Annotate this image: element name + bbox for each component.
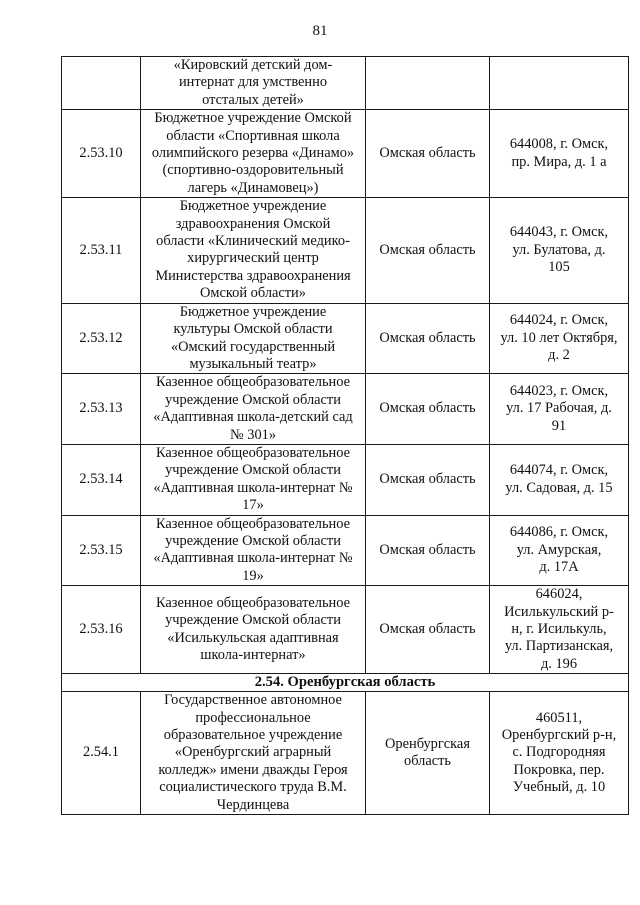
section-heading: 2.54. Оренбургская область bbox=[62, 674, 629, 692]
cell-region bbox=[366, 57, 490, 110]
cell-institution-name-line: Казенное общеобразовательное bbox=[155, 515, 350, 532]
cell-institution-name-line: Бюджетное учреждение bbox=[179, 198, 327, 215]
cell-region bbox=[366, 303, 490, 374]
cell-institution-name-line: Казенное общеобразовательное bbox=[155, 444, 350, 461]
cell-institution-name bbox=[141, 374, 366, 445]
cell-institution-name-line: «Исилькульская адаптивная bbox=[167, 629, 339, 646]
cell-institution-name-line: хирургический центр bbox=[187, 250, 319, 267]
cell-institution-name bbox=[141, 303, 366, 374]
cell-region-line: Омская область bbox=[379, 541, 476, 558]
table-row bbox=[62, 515, 629, 586]
cell-address bbox=[490, 444, 629, 515]
cell-address-line: 644086, г. Омск, bbox=[509, 524, 609, 541]
cell-address-line: Исилькульский р- bbox=[504, 603, 614, 620]
cell-number: 2.53.14 bbox=[62, 444, 141, 515]
cell-address bbox=[490, 374, 629, 445]
cell-address-line: 644074, г. Омск, bbox=[509, 462, 609, 479]
cell-region bbox=[366, 444, 490, 515]
cell-institution-name bbox=[141, 110, 366, 198]
cell-region-line: Омская область bbox=[379, 241, 476, 258]
cell-region bbox=[366, 374, 490, 445]
table-row bbox=[62, 586, 629, 674]
cell-institution-name-line: области «Спортивная школа bbox=[166, 127, 340, 144]
cell-institution-name-line: (спортивно-оздоровительный bbox=[162, 162, 344, 179]
cell-institution-name-line: учреждение Омской области bbox=[165, 462, 341, 479]
cell-number: 2.53.16 bbox=[62, 586, 141, 674]
cell-address-line: ул. Амурская, bbox=[516, 541, 602, 558]
cell-institution-name-line: «Адаптивная школа-интернат № bbox=[153, 479, 353, 496]
cell-address-line: с. Подгородняя bbox=[512, 744, 606, 761]
cell-institution-name-line: олимпийского резерва «Динамо» bbox=[151, 145, 355, 162]
cell-region-line: Омская область bbox=[379, 145, 476, 162]
table-row bbox=[62, 57, 629, 110]
cell-institution-name-line: интернат для умственно bbox=[178, 74, 328, 91]
cell-address-line: ул. 17 Рабочая, д. bbox=[506, 400, 612, 417]
cell-institution-name-line: Бюджетное учреждение bbox=[179, 303, 327, 320]
cell-institution-name-line: Омской области» bbox=[200, 285, 306, 302]
cell-region-line: Омская область bbox=[379, 329, 476, 346]
cell-address-line: Покровка, пер. bbox=[513, 761, 605, 778]
cell-address-line: 91 bbox=[551, 417, 567, 434]
cell-institution-name-line: культуры Омской области bbox=[173, 321, 333, 338]
cell-institution-name-line: колледж» имени дважды Героя bbox=[158, 761, 348, 778]
cell-institution-name-line: 17» bbox=[242, 497, 264, 514]
cell-institution-name-line: социалистического труда В.М. bbox=[159, 779, 347, 796]
table-body bbox=[62, 57, 629, 815]
cell-number: 2.53.11 bbox=[62, 198, 141, 303]
cell-address-line: д. 17А bbox=[539, 559, 579, 576]
cell-institution-name-line: Казенное общеобразовательное bbox=[155, 594, 350, 611]
cell-address-line: ул. Садовая, д. 15 bbox=[505, 479, 613, 496]
cell-institution-name-line: № 301» bbox=[229, 426, 277, 443]
cell-institution-name bbox=[141, 57, 366, 110]
cell-institution-name-line: учреждение Омской области bbox=[165, 532, 341, 549]
cell-institution-name-line: здравоохранения Омской bbox=[175, 215, 331, 232]
cell-institution-name-line: «Омский государственный bbox=[170, 338, 336, 355]
cell-institution-name-line: учреждение Омской области bbox=[165, 391, 341, 408]
cell-institution-name-line: «Адаптивная школа-интернат № bbox=[153, 550, 353, 567]
cell-institution-name bbox=[141, 198, 366, 303]
cell-institution-name-line: «Оренбургский аграрный bbox=[174, 744, 332, 761]
cell-address-line: ул. 10 лет Октября, bbox=[500, 329, 618, 346]
cell-institution-name-line: «Кировский детский дом- bbox=[173, 57, 333, 73]
cell-address bbox=[490, 198, 629, 303]
cell-address-line: пр. Мира, д. 1 а bbox=[511, 153, 607, 170]
page-number: 81 bbox=[312, 23, 328, 39]
institutions-table bbox=[61, 56, 629, 815]
cell-institution-name-line: «Адаптивная школа-детский сад bbox=[153, 409, 353, 426]
cell-institution-name bbox=[141, 586, 366, 674]
cell-address-line: 460511, bbox=[535, 709, 583, 726]
cell-region bbox=[366, 110, 490, 198]
cell-institution-name bbox=[141, 692, 366, 815]
cell-institution-name-line: отсталых детей» bbox=[202, 91, 304, 108]
cell-region-line: Омская область bbox=[379, 621, 476, 637]
cell-address-line: н, г. Исилькуль, bbox=[511, 621, 607, 637]
cell-institution-name-line: Бюджетное учреждение Омской bbox=[154, 110, 352, 127]
cell-address bbox=[490, 57, 629, 110]
table-row bbox=[62, 692, 629, 815]
cell-address bbox=[490, 586, 629, 674]
cell-address-line: ул. Булатова, д. bbox=[512, 241, 606, 258]
cell-address-line: ул. Партизанская, bbox=[504, 638, 614, 655]
cell-institution-name-line: Государственное автономное bbox=[164, 692, 342, 709]
cell-number: 2.53.12 bbox=[62, 303, 141, 374]
cell-institution-name-line: образовательное учреждение bbox=[163, 727, 343, 744]
cell-region-line: Омская область bbox=[379, 471, 476, 488]
cell-region-line: Омская область bbox=[379, 400, 476, 417]
cell-address-line: д. 2 bbox=[548, 347, 570, 364]
cell-institution-name bbox=[141, 515, 366, 586]
cell-institution-name-line: лагерь «Динамовец») bbox=[187, 179, 319, 196]
section-heading-row bbox=[62, 674, 629, 692]
cell-number: 2.54.1 bbox=[62, 692, 141, 815]
cell-region-line: область bbox=[404, 753, 451, 770]
cell-institution-name bbox=[141, 444, 366, 515]
cell-address-line: 644023, г. Омск, bbox=[509, 383, 609, 400]
cell-institution-name-line: Казенное общеобразовательное bbox=[155, 374, 350, 391]
cell-region bbox=[366, 198, 490, 303]
table-row bbox=[62, 198, 629, 303]
cell-number bbox=[62, 57, 141, 110]
cell-institution-name-line: Министерства здравоохранения bbox=[155, 267, 351, 284]
cell-institution-name-line: учреждение Омской области bbox=[165, 612, 341, 629]
cell-address bbox=[490, 515, 629, 586]
cell-address-line: Оренбургский р-н, bbox=[501, 727, 617, 744]
cell-institution-name-line: Чердинцева bbox=[216, 796, 290, 813]
table-row bbox=[62, 303, 629, 374]
cell-address-line: 644043, г. Омск, bbox=[509, 224, 609, 241]
cell-address-line: 105 bbox=[548, 259, 570, 276]
cell-number: 2.53.10 bbox=[62, 110, 141, 198]
table-row bbox=[62, 374, 629, 445]
cell-address-line: д. 196 bbox=[540, 655, 578, 672]
cell-region bbox=[366, 586, 490, 674]
cell-address bbox=[490, 303, 629, 374]
cell-number: 2.53.13 bbox=[62, 374, 141, 445]
cell-institution-name-line: области «Клинический медико- bbox=[156, 233, 350, 250]
table-row bbox=[62, 110, 629, 198]
cell-address-line: Учебный, д. 10 bbox=[512, 779, 606, 796]
cell-institution-name-line: музыкальный театр» bbox=[189, 355, 317, 372]
cell-address bbox=[490, 692, 629, 815]
cell-institution-name-line: 19» bbox=[242, 567, 264, 584]
cell-region bbox=[366, 692, 490, 815]
cell-institution-name-line: школа-интернат» bbox=[200, 647, 306, 664]
cell-address-line: 644008, г. Омск, bbox=[509, 136, 609, 153]
cell-number: 2.53.15 bbox=[62, 515, 141, 586]
cell-region bbox=[366, 515, 490, 586]
table-row bbox=[62, 444, 629, 515]
cell-institution-name-line: профессиональное bbox=[195, 709, 311, 726]
cell-region-line: Оренбургская bbox=[385, 735, 470, 752]
cell-address-line: 646024, bbox=[535, 586, 583, 603]
cell-address bbox=[490, 110, 629, 198]
cell-address-line: 644024, г. Омск, bbox=[509, 312, 609, 329]
